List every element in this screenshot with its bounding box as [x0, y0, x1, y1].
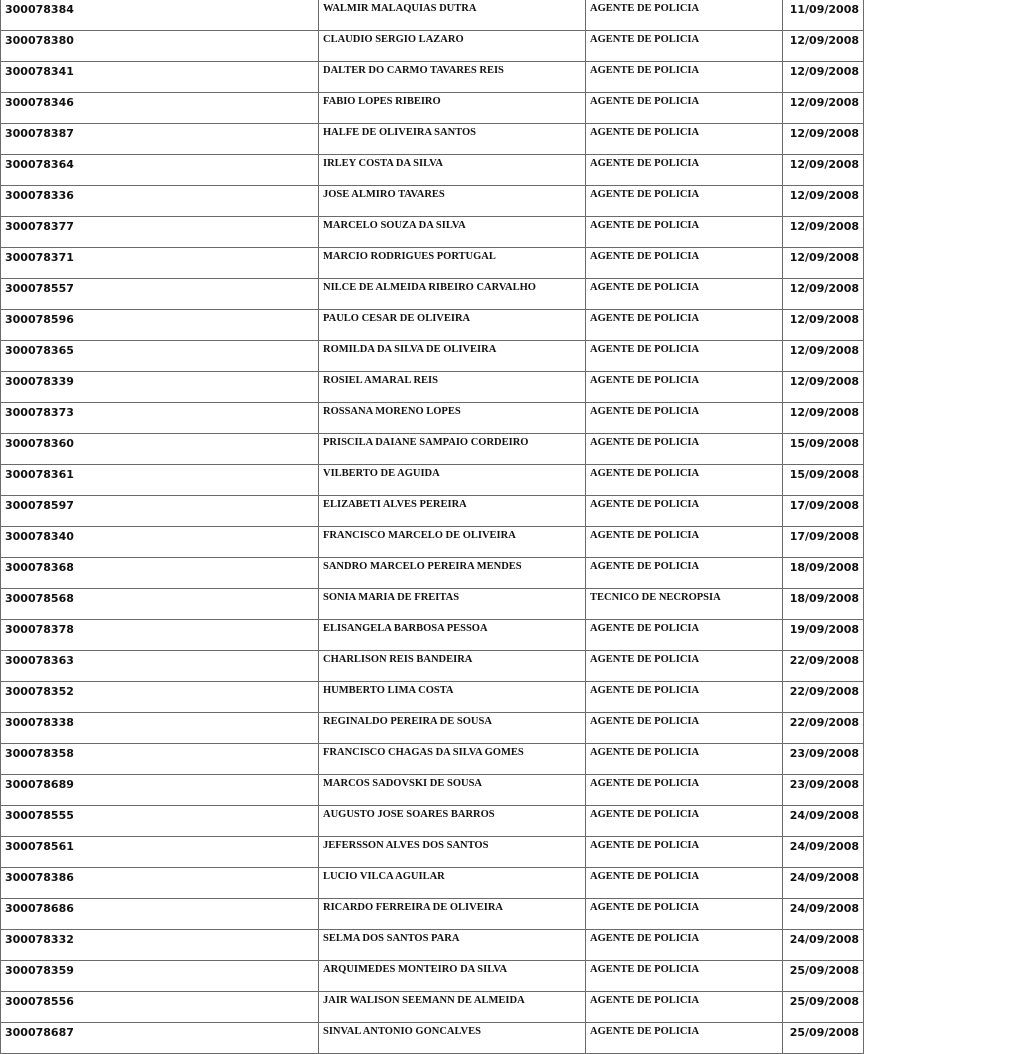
name-cell: DALTER DO CARMO TAVARES REIS [319, 62, 586, 93]
table-row [1, 217, 864, 248]
registration-number-cell: 300078332 [1, 930, 319, 961]
role-cell: AGENTE DE POLICIA [586, 403, 783, 434]
date-cell: 12/09/2008 [783, 248, 864, 279]
name-cell: JOSE ALMIRO TAVARES [319, 186, 586, 217]
role-cell: AGENTE DE POLICIA [586, 496, 783, 527]
registration-number-cell: 300078352 [1, 682, 319, 713]
name-cell: SONIA MARIA DE FREITAS [319, 589, 586, 620]
role-cell: AGENTE DE POLICIA [586, 155, 783, 186]
registration-number-cell: 300078596 [1, 310, 319, 341]
role-cell: AGENTE DE POLICIA [586, 930, 783, 961]
date-cell: 25/09/2008 [783, 992, 864, 1023]
date-cell: 12/09/2008 [783, 62, 864, 93]
role-cell: AGENTE DE POLICIA [586, 217, 783, 248]
personnel-table-body [1, 0, 864, 1054]
name-cell: FRANCISCO CHAGAS DA SILVA GOMES [319, 744, 586, 775]
role-cell: AGENTE DE POLICIA [586, 248, 783, 279]
date-cell: 12/09/2008 [783, 217, 864, 248]
role-cell: AGENTE DE POLICIA [586, 279, 783, 310]
name-cell: ROSIEL AMARAL REIS [319, 372, 586, 403]
registration-number-cell: 300078360 [1, 434, 319, 465]
date-cell: 17/09/2008 [783, 496, 864, 527]
registration-number-cell: 300078371 [1, 248, 319, 279]
date-cell: 15/09/2008 [783, 465, 864, 496]
name-cell: MARCOS SADOVSKI DE SOUSA [319, 775, 586, 806]
name-cell: ROMILDA DA SILVA DE OLIVEIRA [319, 341, 586, 372]
table-row [1, 372, 864, 403]
role-cell: AGENTE DE POLICIA [586, 124, 783, 155]
table-row [1, 124, 864, 155]
name-cell: AUGUSTO JOSE SOARES BARROS [319, 806, 586, 837]
name-cell: MARCELO SOUZA DA SILVA [319, 217, 586, 248]
name-cell: ARQUIMEDES MONTEIRO DA SILVA [319, 961, 586, 992]
date-cell: 24/09/2008 [783, 806, 864, 837]
date-cell: 12/09/2008 [783, 31, 864, 62]
name-cell: CLAUDIO SERGIO LAZARO [319, 31, 586, 62]
registration-number-cell: 300078373 [1, 403, 319, 434]
date-cell: 23/09/2008 [783, 775, 864, 806]
role-cell: AGENTE DE POLICIA [586, 31, 783, 62]
date-cell: 25/09/2008 [783, 961, 864, 992]
registration-number-cell: 300078346 [1, 93, 319, 124]
registration-number-cell: 300078339 [1, 372, 319, 403]
table-row [1, 992, 864, 1023]
name-cell: IRLEY COSTA DA SILVA [319, 155, 586, 186]
date-cell: 24/09/2008 [783, 930, 864, 961]
date-cell: 12/09/2008 [783, 310, 864, 341]
role-cell: AGENTE DE POLICIA [586, 465, 783, 496]
table-row [1, 868, 864, 899]
role-cell: AGENTE DE POLICIA [586, 837, 783, 868]
registration-number-cell: 300078377 [1, 217, 319, 248]
date-cell: 15/09/2008 [783, 434, 864, 465]
role-cell: AGENTE DE POLICIA [586, 372, 783, 403]
registration-number-cell: 300078686 [1, 899, 319, 930]
registration-number-cell: 300078597 [1, 496, 319, 527]
table-row [1, 930, 864, 961]
registration-number-cell: 300078555 [1, 806, 319, 837]
name-cell: CHARLISON REIS BANDEIRA [319, 651, 586, 682]
table-row [1, 403, 864, 434]
name-cell: HUMBERTO LIMA COSTA [319, 682, 586, 713]
registration-number-cell: 300078378 [1, 620, 319, 651]
role-cell: AGENTE DE POLICIA [586, 899, 783, 930]
name-cell: PRISCILA DAIANE SAMPAIO CORDEIRO [319, 434, 586, 465]
name-cell: LUCIO VILCA AGUILAR [319, 868, 586, 899]
table-row [1, 837, 864, 868]
name-cell: PAULO CESAR DE OLIVEIRA [319, 310, 586, 341]
name-cell: HALFE DE OLIVEIRA SANTOS [319, 124, 586, 155]
table-row [1, 899, 864, 930]
name-cell: RICARDO FERREIRA DE OLIVEIRA [319, 899, 586, 930]
registration-number-cell: 300078561 [1, 837, 319, 868]
role-cell: AGENTE DE POLICIA [586, 62, 783, 93]
role-cell: AGENTE DE POLICIA [586, 806, 783, 837]
name-cell: FRANCISCO MARCELO DE OLIVEIRA [319, 527, 586, 558]
date-cell: 12/09/2008 [783, 186, 864, 217]
name-cell: SELMA DOS SANTOS PARA [319, 930, 586, 961]
name-cell: ELIZABETI ALVES PEREIRA [319, 496, 586, 527]
date-cell: 24/09/2008 [783, 899, 864, 930]
role-cell: AGENTE DE POLICIA [586, 0, 783, 31]
date-cell: 12/09/2008 [783, 372, 864, 403]
date-cell: 19/09/2008 [783, 620, 864, 651]
name-cell: VILBERTO DE AGUIDA [319, 465, 586, 496]
registration-number-cell: 300078336 [1, 186, 319, 217]
role-cell: AGENTE DE POLICIA [586, 434, 783, 465]
table-row [1, 31, 864, 62]
registration-number-cell: 300078556 [1, 992, 319, 1023]
registration-number-cell: 300078358 [1, 744, 319, 775]
table-row [1, 713, 864, 744]
registration-number-cell: 300078380 [1, 31, 319, 62]
table-row [1, 279, 864, 310]
table-row [1, 62, 864, 93]
date-cell: 24/09/2008 [783, 837, 864, 868]
role-cell: AGENTE DE POLICIA [586, 775, 783, 806]
role-cell: AGENTE DE POLICIA [586, 744, 783, 775]
role-cell: AGENTE DE POLICIA [586, 310, 783, 341]
date-cell: 22/09/2008 [783, 713, 864, 744]
registration-number-cell: 300078364 [1, 155, 319, 186]
name-cell: REGINALDO PEREIRA DE SOUSA [319, 713, 586, 744]
table-row [1, 806, 864, 837]
table-row [1, 744, 864, 775]
table-row [1, 0, 864, 31]
registration-number-cell: 300078359 [1, 961, 319, 992]
role-cell: AGENTE DE POLICIA [586, 868, 783, 899]
table-row [1, 620, 864, 651]
table-row [1, 93, 864, 124]
date-cell: 12/09/2008 [783, 155, 864, 186]
role-cell: AGENTE DE POLICIA [586, 713, 783, 744]
date-cell: 12/09/2008 [783, 341, 864, 372]
name-cell: MARCIO RODRIGUES PORTUGAL [319, 248, 586, 279]
role-cell: AGENTE DE POLICIA [586, 620, 783, 651]
date-cell: 12/09/2008 [783, 93, 864, 124]
name-cell: WALMIR MALAQUIAS DUTRA [319, 0, 586, 31]
registration-number-cell: 300078338 [1, 713, 319, 744]
role-cell: AGENTE DE POLICIA [586, 186, 783, 217]
table-row [1, 775, 864, 806]
date-cell: 11/09/2008 [783, 0, 864, 31]
table-row [1, 651, 864, 682]
registration-number-cell: 300078557 [1, 279, 319, 310]
table-row [1, 496, 864, 527]
date-cell: 18/09/2008 [783, 558, 864, 589]
table-row [1, 589, 864, 620]
table-row [1, 434, 864, 465]
role-cell: AGENTE DE POLICIA [586, 682, 783, 713]
registration-number-cell: 300078361 [1, 465, 319, 496]
registration-number-cell: 300078386 [1, 868, 319, 899]
role-cell: AGENTE DE POLICIA [586, 527, 783, 558]
table-row [1, 961, 864, 992]
date-cell: 25/09/2008 [783, 1023, 864, 1054]
name-cell: NILCE DE ALMEIDA RIBEIRO CARVALHO [319, 279, 586, 310]
name-cell: SANDRO MARCELO PEREIRA MENDES [319, 558, 586, 589]
registration-number-cell: 300078365 [1, 341, 319, 372]
table-row [1, 1023, 864, 1054]
date-cell: 12/09/2008 [783, 279, 864, 310]
role-cell: AGENTE DE POLICIA [586, 961, 783, 992]
date-cell: 18/09/2008 [783, 589, 864, 620]
table-row [1, 186, 864, 217]
registration-number-cell: 300078387 [1, 124, 319, 155]
name-cell: JEFERSSON ALVES DOS SANTOS [319, 837, 586, 868]
registration-number-cell: 300078341 [1, 62, 319, 93]
registration-number-cell: 300078689 [1, 775, 319, 806]
role-cell: AGENTE DE POLICIA [586, 341, 783, 372]
role-cell: AGENTE DE POLICIA [586, 992, 783, 1023]
date-cell: 12/09/2008 [783, 403, 864, 434]
name-cell: ROSSANA MORENO LOPES [319, 403, 586, 434]
role-cell: AGENTE DE POLICIA [586, 558, 783, 589]
date-cell: 22/09/2008 [783, 651, 864, 682]
date-cell: 17/09/2008 [783, 527, 864, 558]
table-row [1, 310, 864, 341]
date-cell: 12/09/2008 [783, 124, 864, 155]
date-cell: 22/09/2008 [783, 682, 864, 713]
registration-number-cell: 300078368 [1, 558, 319, 589]
table-row [1, 465, 864, 496]
table-row [1, 155, 864, 186]
name-cell: FABIO LOPES RIBEIRO [319, 93, 586, 124]
date-cell: 24/09/2008 [783, 868, 864, 899]
role-cell: AGENTE DE POLICIA [586, 651, 783, 682]
registration-number-cell: 300078340 [1, 527, 319, 558]
role-cell: AGENTE DE POLICIA [586, 1023, 783, 1054]
registration-number-cell: 300078384 [1, 0, 319, 31]
role-cell: TECNICO DE NECROPSIA [586, 589, 783, 620]
registration-number-cell: 300078568 [1, 589, 319, 620]
name-cell: SINVAL ANTONIO GONCALVES [319, 1023, 586, 1054]
registration-number-cell: 300078687 [1, 1023, 319, 1054]
table-row [1, 527, 864, 558]
table-row [1, 248, 864, 279]
role-cell: AGENTE DE POLICIA [586, 93, 783, 124]
table-row [1, 341, 864, 372]
table-row [1, 682, 864, 713]
date-cell: 23/09/2008 [783, 744, 864, 775]
registration-number-cell: 300078363 [1, 651, 319, 682]
name-cell: ELISANGELA BARBOSA PESSOA [319, 620, 586, 651]
table-row [1, 558, 864, 589]
name-cell: JAIR WALISON SEEMANN DE ALMEIDA [319, 992, 586, 1023]
